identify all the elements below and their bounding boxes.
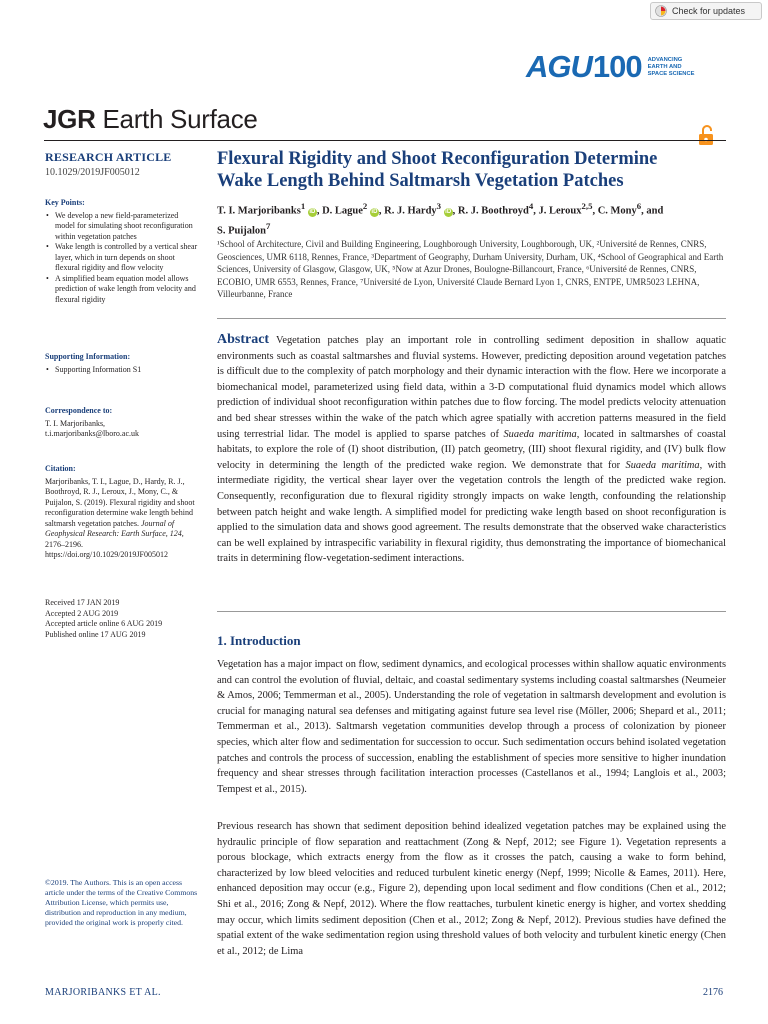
- citation-label: Citation:: [45, 464, 76, 473]
- orcid-icon[interactable]: iD: [445, 208, 452, 215]
- date-accepted: Accepted 2 AUG 2019: [45, 608, 119, 618]
- introduction-paragraph: Vegetation has a major impact on flow, sediment dynamics, and ecological processes within shallow aquatic environments and can control the evolution of fluvial, deltaic, and coastal sedimentary systems including coastal saltmarshes (Neumeier & Amos, 2006; Temmerman et al., 2005). Understanding the role of vegetation in saltmarsh development and evolution is crucial for managing natural sea defenses and mitigating against future sea level rise (Möller, 2006; Shepard et al., 2011; Temmerman et al., 2013). Saltmarsh vegetation communities develop through a process of colonization by pioneer species, which alter flow and sedimentation for succession to occur. Such sedimentation occurs behind isolated vegetation patches and controls the process of succession, enabling the establishment of species more sensitive to higher inundation frequency and shear stresses through facilitation interaction processes (Castellanos et al., 1994; Langlois et al., 2003; Tempest et al., 2015).: [217, 659, 726, 795]
- article-doi[interactable]: 10.1029/2019JF005012: [45, 167, 140, 178]
- author-list: T. I. Marjoribanks$^1$ iD , D. Lague$^2$ iD , R. J. Hardy$^3$ iD , R. J. Boothroyd$^4$, J. Leroux$^{2,5}$, C. Mony$^6$, and S. Puijalon$^7$: [217, 201, 664, 236]
- key-point-item: • Wake length is controlled by a vertical shear layer, which in turn depends on shoot flexural rigidity and flow velocity: [45, 242, 200, 274]
- agu-logo: [526, 47, 695, 87]
- abstract: Abstract Vegetation patches play an important role in controlling sediment deposition in shallow aquatic environments such as coastal saltmarshes and fluvial systems. However, predicting deposition around vegetation patches is difficult due to the complexity of patch morphology and their dynamic interaction with the flow. Here we incorporate a biomechanical model, parameterized using field data, within a 3-D computational fluid dynamics model which allows prediction of individual shoot reconfiguration within patches due to flow forcing. The model predicts velocity attenuation and bed shear stresses within the wake of the patch which agree spatially with accretion patterns measured in the field using terrestrial lidar. The model is applied to sparse patches of Suaeda maritima, located in saltmarshes of coastal habitats, to explore the role of (I) shoot distribution, (II) patch geometry, (III) shoot flexural rigidity, and (IV) bulk flow velocity in determining the length of the predicted wake region. We demonstrate that for Suaeda maritima, with intermediate rigidity, the vertical shear layer over the vegetation controls the length of the predicted wake region. Consequently, reconfiguration due to flexural rigidity strongly impacts on wake length, confounding the relationship between patch height and wake length. A simplified model for predicting wake length based on shoot reconfiguration is applied to the simulation data and shows good agreement. The results demonstrate that the observed wake characteristics can be well explained by intraspecific variability in flexural rigidity, thus demonstrating the importance of biomechanical traits in determining flow-vegetation-sediment interactions.: [217, 332, 726, 565]
- article-dates: [45, 598, 200, 640]
- correspondence-email[interactable]: t.i.marjoribanks@lboro.ac.uk: [45, 429, 140, 438]
- page-number: 2176: [703, 987, 723, 998]
- footer-authors: MARJORIBANKS ET AL.: [45, 987, 161, 998]
- open-access-lock-icon: [697, 124, 717, 146]
- key-points: [45, 198, 200, 305]
- orcid-icon[interactable]: iD: [371, 208, 378, 215]
- article-title: Flexural Rigidity and Shoot Reconfiguration Determine Wake Length Behind Saltmarsh Vegetation Patches: [217, 149, 658, 191]
- correspondence-name: T. I. Marjoribanks,: [45, 418, 106, 428]
- key-point-item: • A simplified beam equation model allows prediction of wake length from velocity and flexural rigidity: [45, 274, 200, 306]
- correspondence: [45, 406, 200, 440]
- orcid-icon[interactable]: iD: [309, 208, 316, 215]
- supporting-information: [45, 352, 200, 375]
- abstract-heading: Abstract: [217, 332, 270, 347]
- check-for-updates-button[interactable]: [650, 2, 762, 20]
- license-note: ©2019. The Authors. This is an open access article under the terms of the Creative Commons Attribution License, which permits use, distribution and reproduction in any medium, provided the original work is properly cited.: [45, 878, 198, 927]
- introduction-paragraph: Previous research has shown that sediment deposition behind idealized vegetation patches may be explained using the hydraulic principle of flow separation and reattachment (Zong & Nepf, 2012; see Figure 1). Vegetation represents a porous blockage, which extracts energy from the flow as it crosses the patch, causing a wake to form behind, characterized by low bleed velocities and reduced turbulent kinetic energy (Nepf, 1999; Nicolle & Eames, 2011). Here, enhanced deposition may occur (e.g., Figure 2), depending upon local sediment and flow conditions (Chen et al., 2012; Shi et al., 2016; Zong & Nepf, 2012). Where the flow reattaches, turbulent kinetic energy is higher, and vortex shedding may occur, which limits sediment deposition (Chen et al., 2012; Zong & Nepf, 2012). Previous studies have defined the spatial extent of the wake sedimentation region using threshold values of both velocity and turbulent kinetic energy (Chen et al., 2012; de Lima: [217, 821, 726, 957]
- correspondence-label: Correspondence to:: [45, 406, 113, 415]
- key-points-label: Key Points:: [45, 198, 85, 207]
- date-accepted-online: Accepted article online 6 AUG 2019: [45, 619, 163, 628]
- citation-text: Marjoribanks, T. I., Lague, D., Hardy, R. J., Boothroyd, R. J., Leroux, J., Mony, C., & Puijalon, S. (2019). Flexural rigidity and shoot reconfiguration determine wake length behind saltmarsh vegetation patches. Journal of Geophysical Research: Earth Surface, 124, 2176–2196. https://doi.org/10.1029/2019JF005012: [45, 476, 195, 559]
- journal-title: JGR Earth Surface: [43, 104, 258, 134]
- header-rule: [44, 140, 726, 141]
- article-type: RESEARCH ARTICLE: [45, 150, 172, 164]
- date-published: Published online 17 AUG 2019: [45, 629, 146, 639]
- supporting-label: Supporting Information:: [45, 352, 131, 361]
- abstract-bottom-rule: [217, 611, 726, 612]
- citation: [45, 464, 200, 561]
- abstract-top-rule: [217, 318, 726, 319]
- supporting-item[interactable]: • Supporting Information S1: [46, 364, 142, 374]
- agu-logo-tagline: ADVANCING EARTH AND SPACE SCIENCE: [647, 56, 695, 77]
- key-point-item: • We develop a new field-parameterized model for simulating shoot reconfiguration within vegetation patches: [45, 211, 200, 243]
- check-for-updates-label: Check for updates: [672, 6, 746, 16]
- agu-logo-word: AGU: [526, 49, 592, 84]
- introduction-heading: 1. Introduction: [217, 633, 301, 648]
- date-received: Received 17 JAN 2019: [45, 598, 120, 607]
- agu-logo-number: 100: [592, 49, 642, 84]
- key-points-list: [45, 211, 200, 306]
- crossmark-icon: [655, 5, 667, 17]
- affiliations: ¹School of Architecture, Civil and Building Engineering, Loughborough University, Loughborough, UK, ²Université de Rennes, CNRS, Geosciences, UMR 6118, Rennes, France, ³Department of Geography, Durham University, Durham, UK, ⁴School of Geographical and Earth Sciences, University of Glasgow, Glasgow, UK, ⁵Now at Azur Drones, Boulogne-Billancourt, France, ⁶Université de Rennes, CNRS, ECOBIO, UMR 6553, Rennes, France, ⁷Université de Lyon, Université Claude Bernard Lyon 1, CNRS, ENTPE, UMR5023 LEHNA, Villeurbanne, France: [217, 239, 724, 299]
